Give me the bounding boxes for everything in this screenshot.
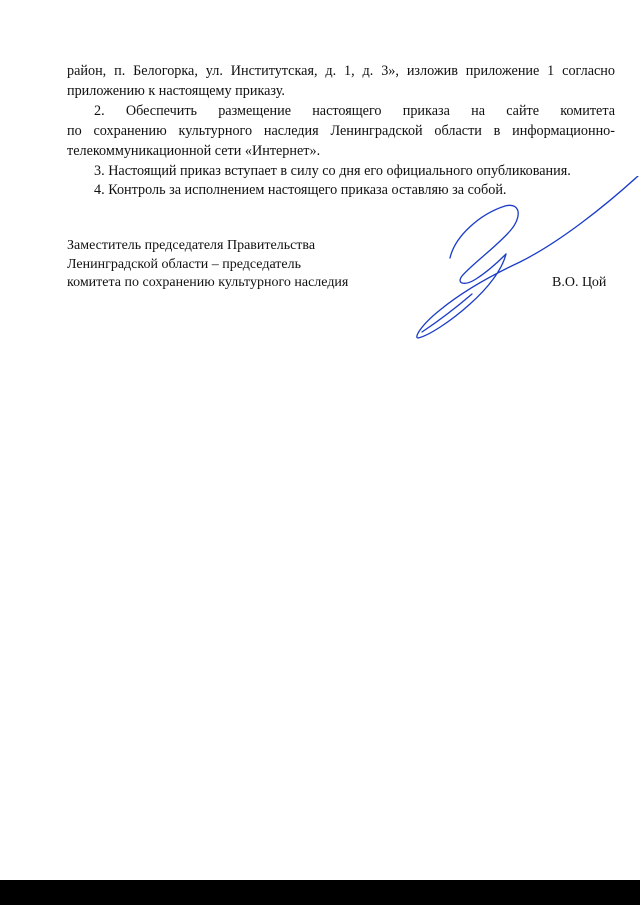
paragraph-1-line-1: район, п. Белогорка, ул. Институтская, д. 1, д. 3», изложив приложение 1 согласно <box>67 63 615 79</box>
paragraph-1-line-2: приложению к настоящему приказу. <box>67 83 285 99</box>
paragraph-3: 3. Настоящий приказ вступает в силу со дня его официального опубликования. <box>94 163 571 179</box>
paragraph-2-line-3: телекоммуникационной сети «Интернет». <box>67 143 321 159</box>
paragraph-2-line-1: 2. Обеспечить размещение настоящего приказа на сайте комитета <box>94 103 615 119</box>
scan-bottom-border <box>0 880 640 905</box>
paragraph-4: 4. Контроль за исполнением настоящего приказа оставляю за собой. <box>94 182 507 198</box>
signer-title-line-2: Ленинградской области – председатель <box>67 257 302 272</box>
signer-name: В.О. Цой <box>552 275 607 290</box>
signer-title-line-1: Заместитель председателя Правительства <box>67 238 316 253</box>
handwritten-signature <box>410 176 640 346</box>
paragraph-2-line-2: по сохранению культурного наследия Ленинградской области в информационно- <box>67 123 615 139</box>
signer-title-line-3: комитета по сохранению культурного наследия <box>67 275 349 290</box>
